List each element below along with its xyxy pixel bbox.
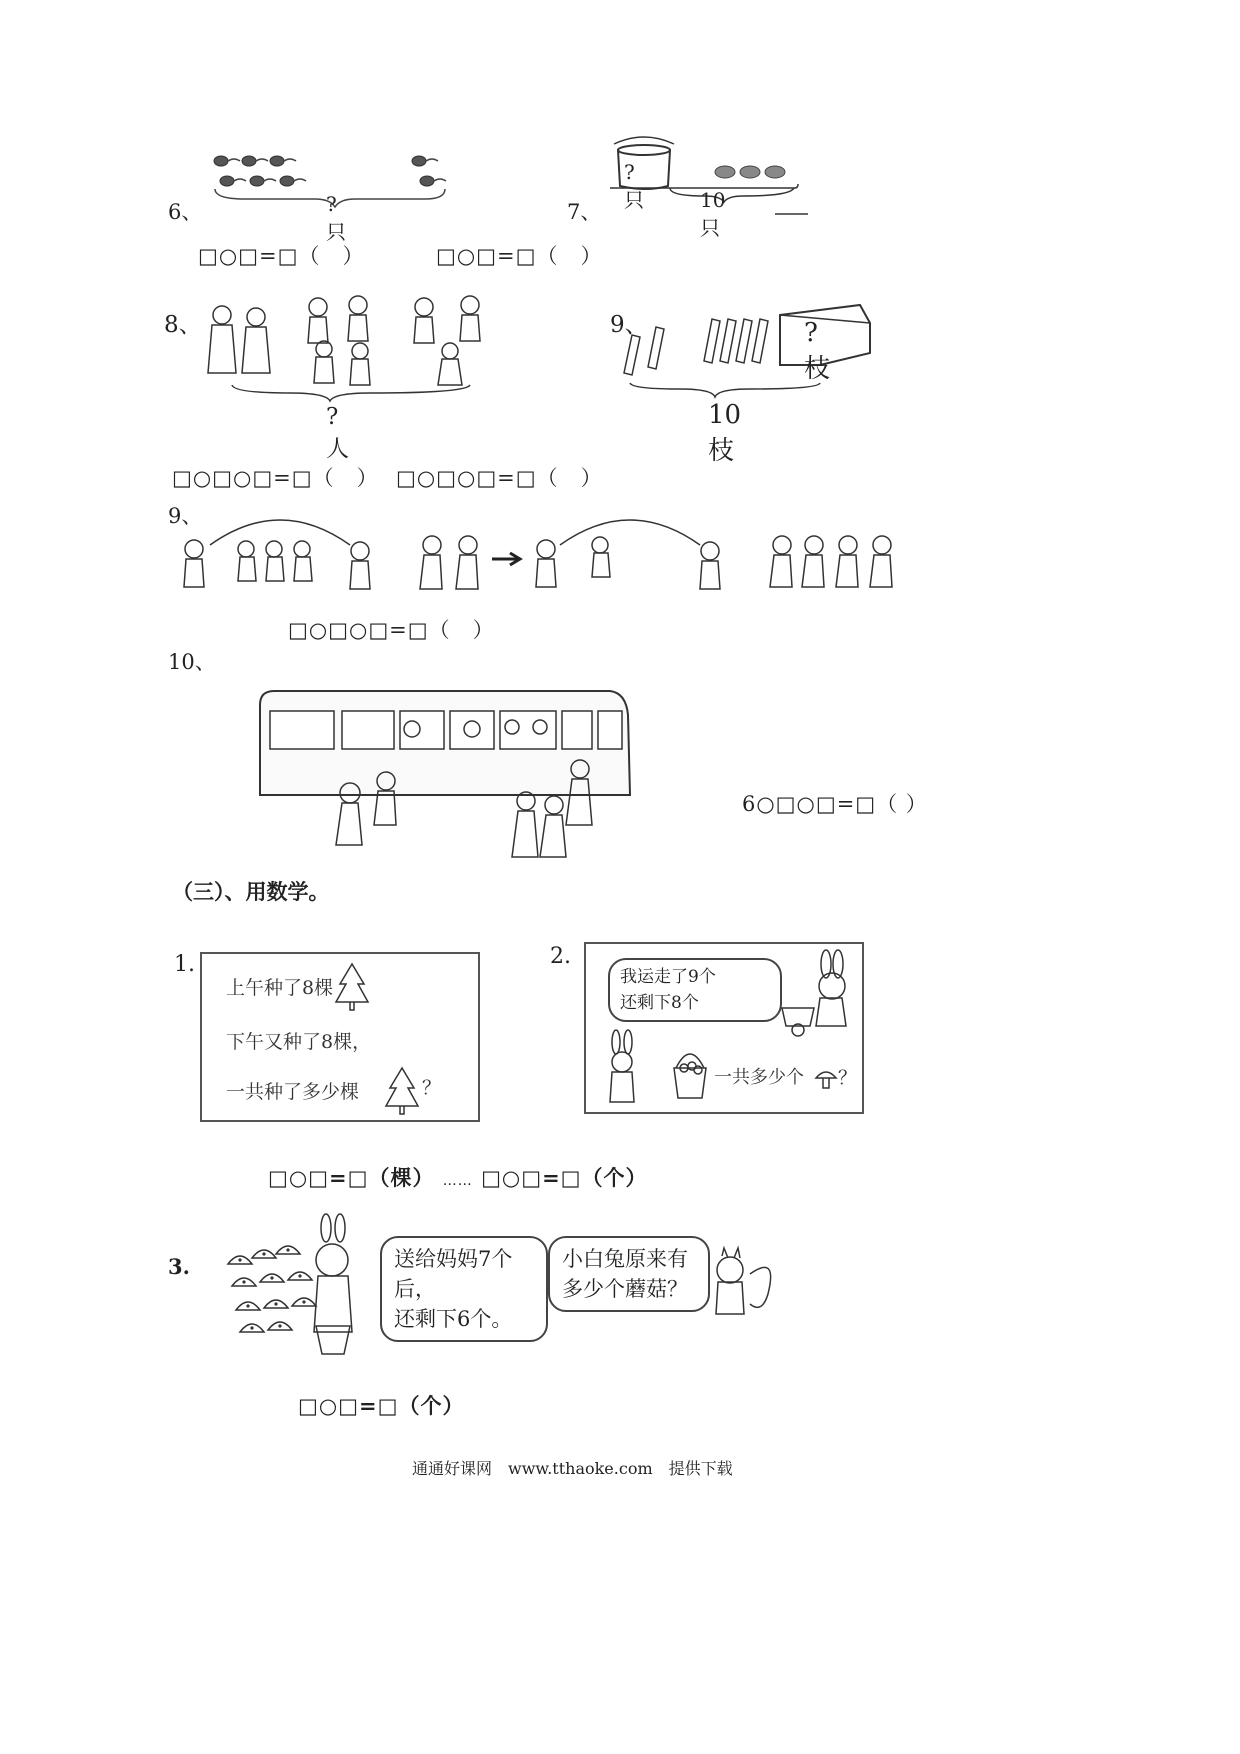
problem-8-number: 8、 — [164, 312, 202, 338]
q2-box — [584, 942, 864, 1114]
problem-8-quantity-label: ?人 — [326, 404, 349, 462]
problem-6-equation: □○□=□（ ） — [198, 244, 365, 268]
q3-bubble1-line-1: 送给妈妈7个后， — [394, 1247, 513, 1301]
tree-icon — [382, 1066, 422, 1116]
q3-bubble1-line-2: 还剩下6个。 — [394, 1307, 513, 1331]
q3-speech-bubble-rabbit — [380, 1236, 548, 1342]
q1-line-3: 一共种了多少棵 — [226, 1081, 360, 1103]
problem-8-equation: □○□○□=□（ ） — [172, 466, 379, 490]
q2-question: 一共多少个 — [714, 1067, 804, 1088]
section-3-heading: （三）、用数学。 — [172, 879, 330, 904]
mushrooms-and-rabbit-illustration — [222, 1214, 372, 1364]
q1-line-2: 下午又种了8棵， — [226, 1031, 372, 1053]
q2-bubble-line-1: 我运走了9个 — [620, 967, 716, 987]
problem-7-quantity-label: 10只 — [700, 188, 726, 240]
q3-equation: □○□=□（个） — [298, 1393, 465, 1418]
rabbit-with-cart-illustration — [778, 948, 858, 1038]
pencils-illustration — [620, 305, 880, 415]
q1-line-1: 上午种了8棵 — [226, 977, 334, 999]
problem-9b-equation: □○□○□=□（ ） — [288, 618, 495, 642]
rabbit-illustration — [598, 1028, 648, 1108]
q2-equation: □○□=□（个） — [481, 1165, 648, 1190]
problem-7-equation: □○□=□（ ） — [436, 244, 603, 268]
q3-speech-bubble-squirrel — [548, 1236, 710, 1312]
q1-box — [200, 952, 480, 1122]
dotted-separator: …… — [442, 1173, 473, 1189]
mushroom-basket-icon — [670, 1044, 710, 1104]
bucket-label: ?只 — [624, 160, 644, 212]
problem-9-quantity-label: 10枝 — [708, 400, 742, 466]
problem-9-number: 9、 — [610, 312, 648, 338]
footer-text: 通通好课网 www.tthaoke.com 提供下载 — [412, 1459, 733, 1478]
children-illustration — [200, 285, 520, 395]
q1-q2-equations — [268, 1162, 648, 1192]
q2-bubble-line-2: 还剩下8个 — [620, 993, 699, 1013]
jump-rope-illustration — [170, 515, 910, 605]
q2-number: 2. — [550, 944, 571, 969]
mushroom-icon — [814, 1066, 838, 1090]
bus-illustration — [250, 685, 650, 865]
q3-bubble2-line-1: 小白兔原来有 — [562, 1247, 688, 1271]
box-label: ?枝 — [804, 318, 831, 384]
q2-speech-bubble — [608, 958, 782, 1022]
q1-equation: □○□=□（棵） — [268, 1165, 435, 1190]
q3-bubble2-line-2: 多少个蘑菇？ — [562, 1277, 688, 1301]
problem-9b-number: 9、 — [168, 504, 203, 528]
q3-number: 3. — [168, 1254, 190, 1279]
problem-10-number: 10、 — [168, 650, 216, 674]
problem-9-equation: □○□○□=□（ ） — [396, 466, 603, 490]
problem-10-equation: 6○□○□=□（ ） — [742, 792, 928, 816]
q2-question-mark: ？ — [838, 1067, 858, 1089]
tadpoles-illustration — [205, 145, 505, 225]
squirrel-illustration — [706, 1244, 776, 1324]
q1-number: 1. — [174, 952, 195, 977]
problem-6-quantity-label: ?只 — [326, 192, 346, 244]
q1-question-mark: ？ — [422, 1077, 442, 1099]
tree-icon — [332, 962, 372, 1012]
problem-7-number: 7、 — [567, 200, 602, 224]
problem-6-number: 6、 — [168, 200, 203, 224]
